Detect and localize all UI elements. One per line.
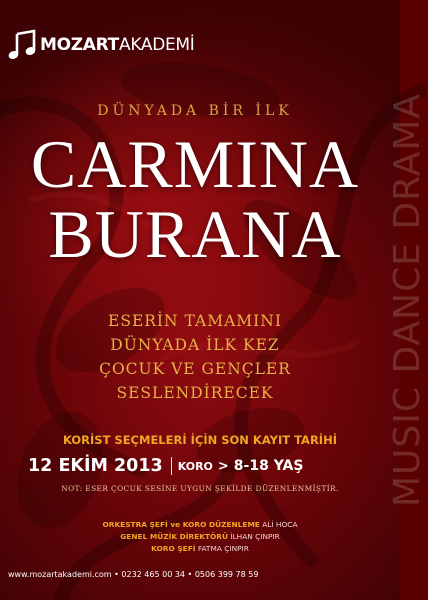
credits [0,519,400,555]
credit-name: ALİ HOCA [262,520,298,529]
logo-text-bold: MOZART [40,35,119,55]
credit-line [0,543,400,555]
credit-line [0,519,400,531]
description-line: SESLENDİRECEK [116,384,274,402]
title-line-1: CARMINA [30,126,360,202]
description-line: ESERİN TAMAMINI [108,312,282,330]
credit-name: İLHAN ÇINPIR [230,532,280,541]
registration-date: 12 EKİM 2013 [28,456,163,476]
age-range: 8-18 YAŞ [233,458,304,474]
subtitle: DÜNYADA BİR İLK [97,103,293,119]
deadline-label: KORİST SEÇMELERİ İÇİN SON KAYIT TARİHİ [62,433,337,447]
mozart-akademi-logo [8,30,195,60]
contact-footer[interactable]: www.mozartakademi.com • 0232 465 00 34 • 0506 399 78 59 [8,570,259,579]
description-line: ÇOCUK VE GENÇLER [99,360,291,378]
group-label: KORO [177,459,213,473]
description [0,309,390,405]
date-row [28,452,378,480]
description-line: DÜNYADA İLK KEZ [110,336,280,354]
logo-text [40,35,195,55]
credit-line [0,531,400,543]
logo-text-light: AKADEMİ [118,35,195,55]
arrow-symbol: > [217,458,229,474]
music-note-icon [8,30,36,60]
note: NOT: ESER ÇOCUK SESİNE UYGUN ŞEKİLDE DÜZENLENMİŞTİR. [61,484,339,493]
credit-role: KORO ŞEFİ [151,544,196,553]
credit-role: GENEL MÜZİK DİREKTÖRÜ [120,532,228,541]
title-line-2: BURANA [48,196,342,272]
vertical-tagline: MUSIC DANCE DRAMA [387,92,428,508]
credit-role: ORKESTRA ŞEFİ ve KORO DÜZENLEME [102,520,260,529]
divider [171,457,172,475]
credit-name: FATMA ÇINPIR [197,544,249,553]
